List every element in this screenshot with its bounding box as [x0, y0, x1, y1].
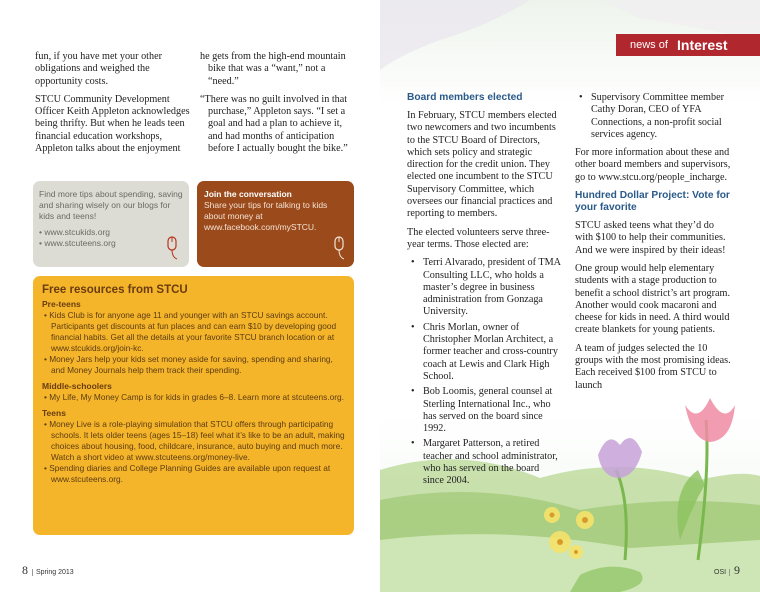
- member-item: • Margaret Patterson, a retired teacher and school administrator, who has served on the board since 2004.: [407, 438, 562, 487]
- computer-mouse-icon: [333, 235, 347, 261]
- tips-box: [33, 181, 189, 267]
- member-item: • Terri Alvarado, president of TMA Consulting LLC, who holds a master’s degree in business administration from Gonzaga University.: [407, 257, 562, 318]
- banner-prefix: news of: [630, 39, 668, 51]
- section-heading: Pre-teens: [42, 299, 81, 309]
- join-text[interactable]: Share your tips for talking to kids about money at www.facebook.com/mySTCU.: [204, 200, 328, 232]
- member-item: • Chris Morlan, owner of Christopher Morlan Architect, a former teacher and cross-country coach at Lewis and Clark High School.: [407, 322, 562, 383]
- banner-word: Interest: [677, 37, 728, 53]
- member-item: • Bob Loomis, general counsel at Sterling International Inc., who has served on the board since 1992.: [407, 386, 562, 435]
- section-heading: Teens: [42, 408, 66, 418]
- page-folio-left: [22, 563, 74, 578]
- paragraph: One group would help elementary students with a stage production to benefit a school district’s art program. Another would cook macaroni and cheese for kids in need. A third would create blankets for young patients.: [575, 262, 731, 336]
- paragraph[interactable]: For more information about these and other board members and supervisors, go to www.stcu.org/people_incharge.: [575, 147, 731, 183]
- paragraph: The elected volunteers serve three-year terms. Those elected are:: [407, 226, 550, 250]
- hundred-dollar-heading: Hundred Dollar Project: Vote for your favorite: [575, 190, 730, 214]
- resource-item: • My Life, My Money Camp is for kids in grades 6–8. Learn more at stcuteens.org.: [44, 392, 344, 402]
- join-conversation-box: [197, 181, 354, 267]
- page-folio-right: [714, 563, 740, 578]
- issue-label: Spring 2013: [32, 569, 74, 576]
- paragraph: A team of judges selected the 10 groups with the most promising ideas. Each received $100 from STCU to launch: [575, 342, 731, 391]
- tips-link[interactable]: • www.stcukids.org: [39, 227, 111, 237]
- resource-item: • Money Live is a role-playing simulation that STCU offers through participating schools. It lets older teens (ages 15–18) feel what it’s like to be an adult, making choices about housing, food, childcare, insurance, auto buying and much more. Watch a short video at www.stcuteens.org/money-live.: [44, 419, 345, 462]
- page-number: 8: [22, 563, 28, 577]
- section-banner: [616, 34, 760, 56]
- resource-item: • Kids Club is for anyone age 11 and younger with an STCU savings account. Participants get discounts at fun places and can earn $10 by developing good financial habits. Get all the details at your favorite STCU branch location or at www.stcukids.org/join-kc.: [44, 310, 337, 353]
- board-heading: Board members elected: [407, 92, 523, 103]
- paragraph: STCU Community Development Officer Keith Appleton acknowledges being thrifty. But when he leads teen financial education workshops, Appleton talks about the enjoyment: [35, 93, 190, 155]
- member-item: • Supervisory Committee member Cathy Doran, CEO of YFA Connections, a non-profit social services agency.: [575, 92, 733, 141]
- section-heading: Middle-schoolers: [42, 381, 112, 391]
- paragraph: STCU asked teens what they’d do with $100 to help their communities. And we were inspired by their ideas!: [575, 220, 726, 256]
- join-heading: Join the conversation: [204, 189, 292, 199]
- tips-link[interactable]: • www.stcuteens.org: [39, 237, 116, 248]
- free-resources-box: [33, 276, 354, 535]
- paragraph: In February, STCU members elected two newcomers and two incumbents to the STCU Board of Directors, which sets policy and strategic direction for the credit union. They elected one incumbent to the STCU Supervisory Committee, which oversees our financial practices and reporting to members.: [407, 110, 557, 220]
- computer-mouse-icon: [166, 235, 180, 261]
- right-column-1: [407, 92, 562, 494]
- right-page: [380, 0, 760, 592]
- tips-text: Find more tips about spending, saving and sharing wisely on our blogs for kids and teens!: [39, 189, 183, 221]
- tips-link-list: [39, 227, 183, 248]
- page-number: 9: [734, 563, 741, 577]
- resource-item: • Spending diaries and College Planning Guides are available upon request at www.stcuteens.org.: [44, 463, 331, 484]
- right-column-2: [575, 92, 733, 398]
- paragraph: he gets from the high-end mountain bike that was a “want,” not a “need.”: [200, 51, 346, 87]
- paragraph: fun, if you have met your other obligations and weighed the opportunity costs.: [35, 51, 163, 87]
- left-column-1: [35, 51, 190, 161]
- resource-item: • Money Jars help your kids set money aside for saving, spending and sharing, and Money Journals help them track their spending.: [44, 354, 333, 375]
- paragraph: “There was no guilt involved in that purchase,” Appleton says. “I set a goal and had a plan to achieve it, and had months of anticipation before I actually bought the bike.”: [200, 93, 348, 155]
- left-column-2: [200, 51, 355, 161]
- magazine-label: OSI: [714, 569, 730, 576]
- free-resources-title: Free resources from STCU: [42, 284, 188, 296]
